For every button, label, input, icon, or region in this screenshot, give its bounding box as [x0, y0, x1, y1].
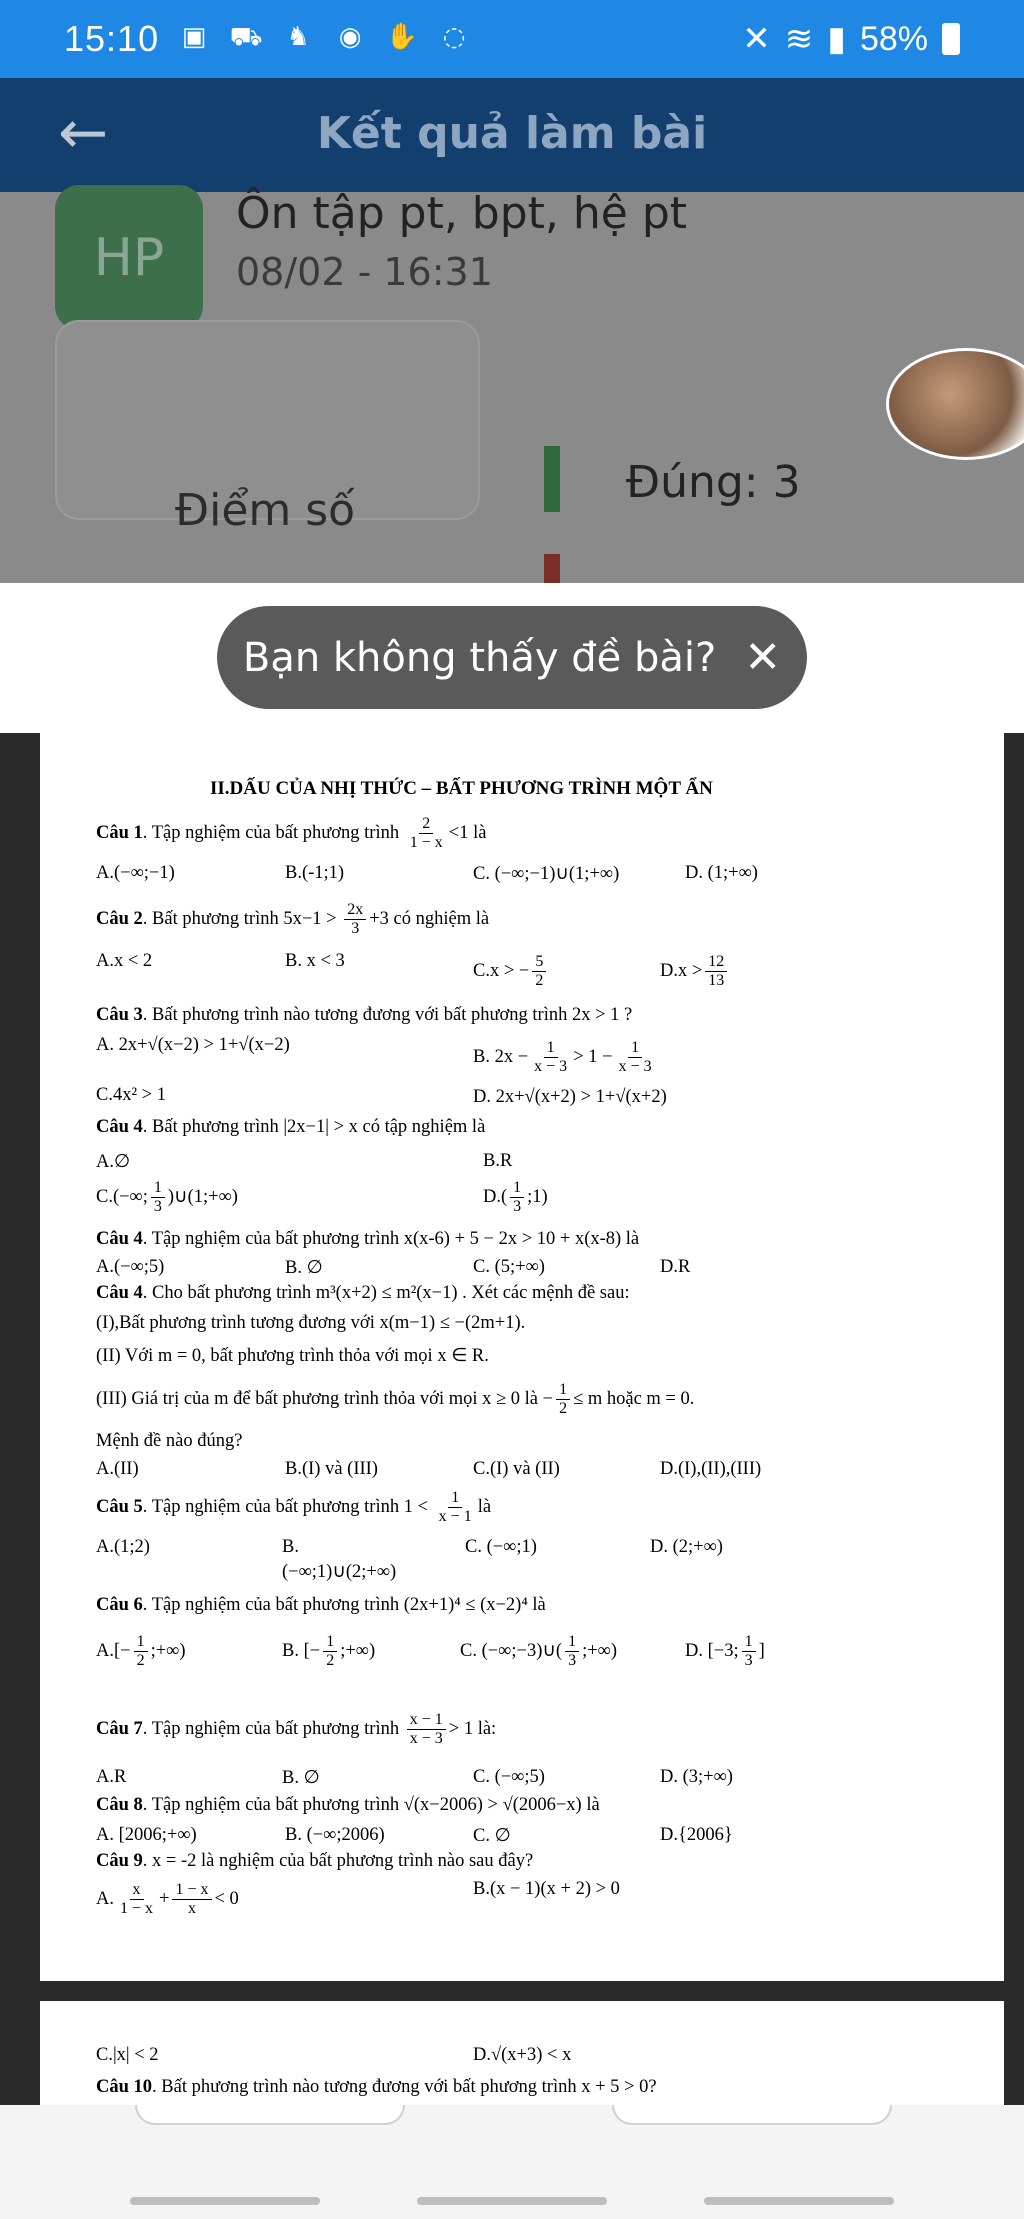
q4b-b: B. ∅ [285, 1258, 323, 1278]
document-page [40, 733, 1004, 1981]
quiz-name: Ôn tập pt, bpt, hệ pt [236, 188, 687, 239]
q4-b: B.R [483, 1151, 513, 1171]
q9-a: A. $\frac{x}{1 - x}$ + $\frac{1 - x}{x}$ < 0 [96, 1881, 239, 1918]
q4b-c: C. (5;+∞) [473, 1257, 545, 1277]
q5-d: D. (2;+∞) [650, 1537, 723, 1557]
q7-c: C. (−∞;5) [473, 1767, 545, 1787]
status-bar [0, 0, 1024, 78]
q4b: Câu 4. Tập nghiệm của bất phương trình x(x-6) + 5 − 2x > 10 + x(x-8) là [96, 1229, 640, 1249]
wifi-icon: ≋ [784, 20, 814, 58]
app-bar [0, 78, 1024, 192]
correct-bar [544, 446, 560, 512]
back-arrow-icon[interactable]: ← [58, 98, 109, 168]
q4b-d: D.R [660, 1257, 691, 1277]
q4-a: A.∅ [96, 1152, 131, 1172]
q1-b: B.(-1;1) [285, 863, 345, 883]
q9-d: D.√(x+3) < x [473, 2045, 572, 2065]
news-app-icon: ▣ [181, 22, 207, 52]
q2: Câu 2. Bất phương trình 5x−1 > $\frac{2x}{3}$ +3 có nghiệm là [96, 901, 490, 938]
notification-icons [177, 22, 471, 56]
q4c-prompt: Mệnh đề nào đúng? [96, 1431, 243, 1451]
q7-a: A.R [96, 1767, 127, 1787]
q8: Câu 8. Tập nghiệm của bất phương trình √(x−2006) > √(2006−x) là [96, 1795, 600, 1815]
q6-a: A.[− $\frac{1}{2}$ ;+∞) [96, 1633, 186, 1670]
close-icon[interactable]: ✕ [744, 632, 782, 683]
q1: Câu 1. Tập nghiệm của bất phương trình $\frac{2}{1 - x}$ <1 là [96, 815, 487, 852]
pet-icon: ♞ [286, 22, 310, 52]
messenger-icon: ◌ [442, 22, 466, 52]
q1-d: D. (1;+∞) [685, 863, 758, 883]
q7-b: B. ∅ [282, 1768, 320, 1788]
q6-c: C. (−∞;−3)∪( $\frac{1}{3}$ ;+∞) [460, 1633, 617, 1670]
q1-c: C. (−∞;−1)∪(1;+∞) [473, 864, 620, 884]
q2-c: C.x > − $\frac{5}{2}$ [473, 953, 549, 991]
q3-d: D. 2x+√(x+2) > 1+√(x+2) [473, 1087, 667, 1107]
q4c-d: D.(I),(II),(III) [660, 1459, 762, 1479]
q4-c: C.(−∞; $\frac{1}{3}$ )∪(1;+∞) [96, 1179, 238, 1216]
q6-b: B. [− $\frac{1}{2}$ ;+∞) [282, 1633, 376, 1670]
status-right [742, 19, 960, 59]
car-icon: ⛟ [229, 22, 263, 52]
q9-b: B.(x − 1)(x + 2) > 0 [473, 1879, 620, 1899]
q7: Câu 7. Tập nghiệm của bất phương trình $\frac{x - 1}{x - 3}$ > 1 là: [96, 1711, 497, 1748]
q5-b-value: (−∞;1)∪(2;+∞) [282, 1562, 397, 1582]
battery-icon [942, 23, 960, 55]
q7-d: D. (3;+∞) [660, 1767, 733, 1787]
q4c-iii: (III) Giá trị của m để bất phương trình thỏa với mọi x ≥ 0 là − $\frac{1}{2}$ ≤ m hoặc m = 0. [96, 1381, 695, 1418]
q5-a: A.(1;2) [96, 1537, 150, 1557]
q5-c: C. (−∞;1) [465, 1537, 537, 1557]
q3-c: C.4x² > 1 [96, 1085, 166, 1105]
nav-back-bar[interactable] [704, 2197, 894, 2205]
q2-d: D.x > $\frac{12}{13}$ [660, 953, 730, 991]
q2-b: B. x < 3 [285, 951, 345, 971]
doc-heading: II.DẤU CỦA NHỊ THỨC – BẤT PHƯƠNG TRÌNH MỘT ẨN [210, 778, 713, 799]
bottom-right-button[interactable] [612, 2105, 892, 2125]
q3-a: A. 2x+√(x−2) > 1+√(x−2) [96, 1035, 290, 1055]
document-page-2 [40, 2001, 1004, 2105]
mute-icon: ✕ [742, 20, 771, 58]
signal-icon: ▮ [827, 20, 846, 58]
banner-text: Bạn không thấy đề bài? [242, 634, 717, 681]
document-viewer[interactable] [0, 733, 1024, 2105]
q3: Câu 3. Bất phương trình nào tương đương với bất phương trình 2x > 1 ? [96, 1005, 633, 1025]
q3-b: B. 2x − $\frac{1}{x - 3}$ > 1 − $\frac{1}{x - 3}$ [473, 1039, 652, 1076]
correct-count: Đúng: 3 [626, 457, 801, 508]
missing-question-banner[interactable] [217, 606, 807, 709]
q8-b: B. (−∞;2006) [285, 1825, 385, 1845]
q8-c: C. ∅ [473, 1826, 511, 1846]
quiz-date: 08/02 - 16:31 [236, 250, 493, 294]
music-icon: ◉ [338, 22, 362, 52]
q1-a: A.(−∞;−1) [96, 863, 175, 883]
q4c-ii: (II) Với m = 0, bất phương trình thỏa với mọi x ∈ R. [96, 1346, 489, 1366]
score-label: Điểm số [175, 485, 356, 536]
q4: Câu 4. Bất phương trình |2x−1| > x có tập nghiệm là [96, 1117, 486, 1137]
q4-d: D.( $\frac{1}{3}$ ;1) [483, 1179, 548, 1216]
q5-b: B. [282, 1537, 299, 1557]
q9-c: C.|x| < 2 [96, 2045, 159, 2065]
q4c-i: (I),Bất phương trình tương đương với x(m−1) ≤ −(2m+1). [96, 1313, 526, 1333]
q9: Câu 9. x = -2 là nghiệm của bất phương trình nào sau đây? [96, 1851, 534, 1871]
battery-percent: 58% [859, 19, 928, 58]
q4b-a: A.(−∞;5) [96, 1257, 165, 1277]
hand-icon: ✋ [385, 22, 419, 52]
q8-a: A. [2006;+∞) [96, 1825, 197, 1845]
status-time: 15:10 [64, 18, 160, 59]
nav-home-bar[interactable] [417, 2197, 607, 2205]
q4c-c: C.(I) và (II) [473, 1459, 560, 1479]
q4c-a: A.(II) [96, 1459, 139, 1479]
nav-recent-bar[interactable] [130, 2197, 320, 2205]
wrong-bar [544, 554, 560, 584]
bottom-area [0, 2105, 1024, 2219]
q5: Câu 5. Tập nghiệm của bất phương trình 1 < $\frac{1}{x - 1}$ là [96, 1489, 492, 1526]
q4c-b: B.(I) và (III) [285, 1459, 378, 1479]
q6-d: D. [−3; $\frac{1}{3}$ ] [685, 1633, 765, 1670]
q6: Câu 6. Tập nghiệm của bất phương trình (2x+1)⁴ ≤ (x−2)⁴ là [96, 1595, 546, 1615]
q4c: Câu 4. Cho bất phương trình m³(x+2) ≤ m²(x−1) . Xét các mệnh đề sau: [96, 1283, 630, 1303]
q8-d: D.{2006} [660, 1825, 733, 1845]
q2-a: A.x < 2 [96, 951, 153, 971]
quiz-avatar: HP [55, 185, 203, 330]
bottom-left-button[interactable] [135, 2105, 405, 2125]
q10: Câu 10. Bất phương trình nào tương đương với bất phương trình x + 5 > 0? [96, 2077, 657, 2097]
app-bar-title: Kết quả làm bài [316, 108, 708, 159]
